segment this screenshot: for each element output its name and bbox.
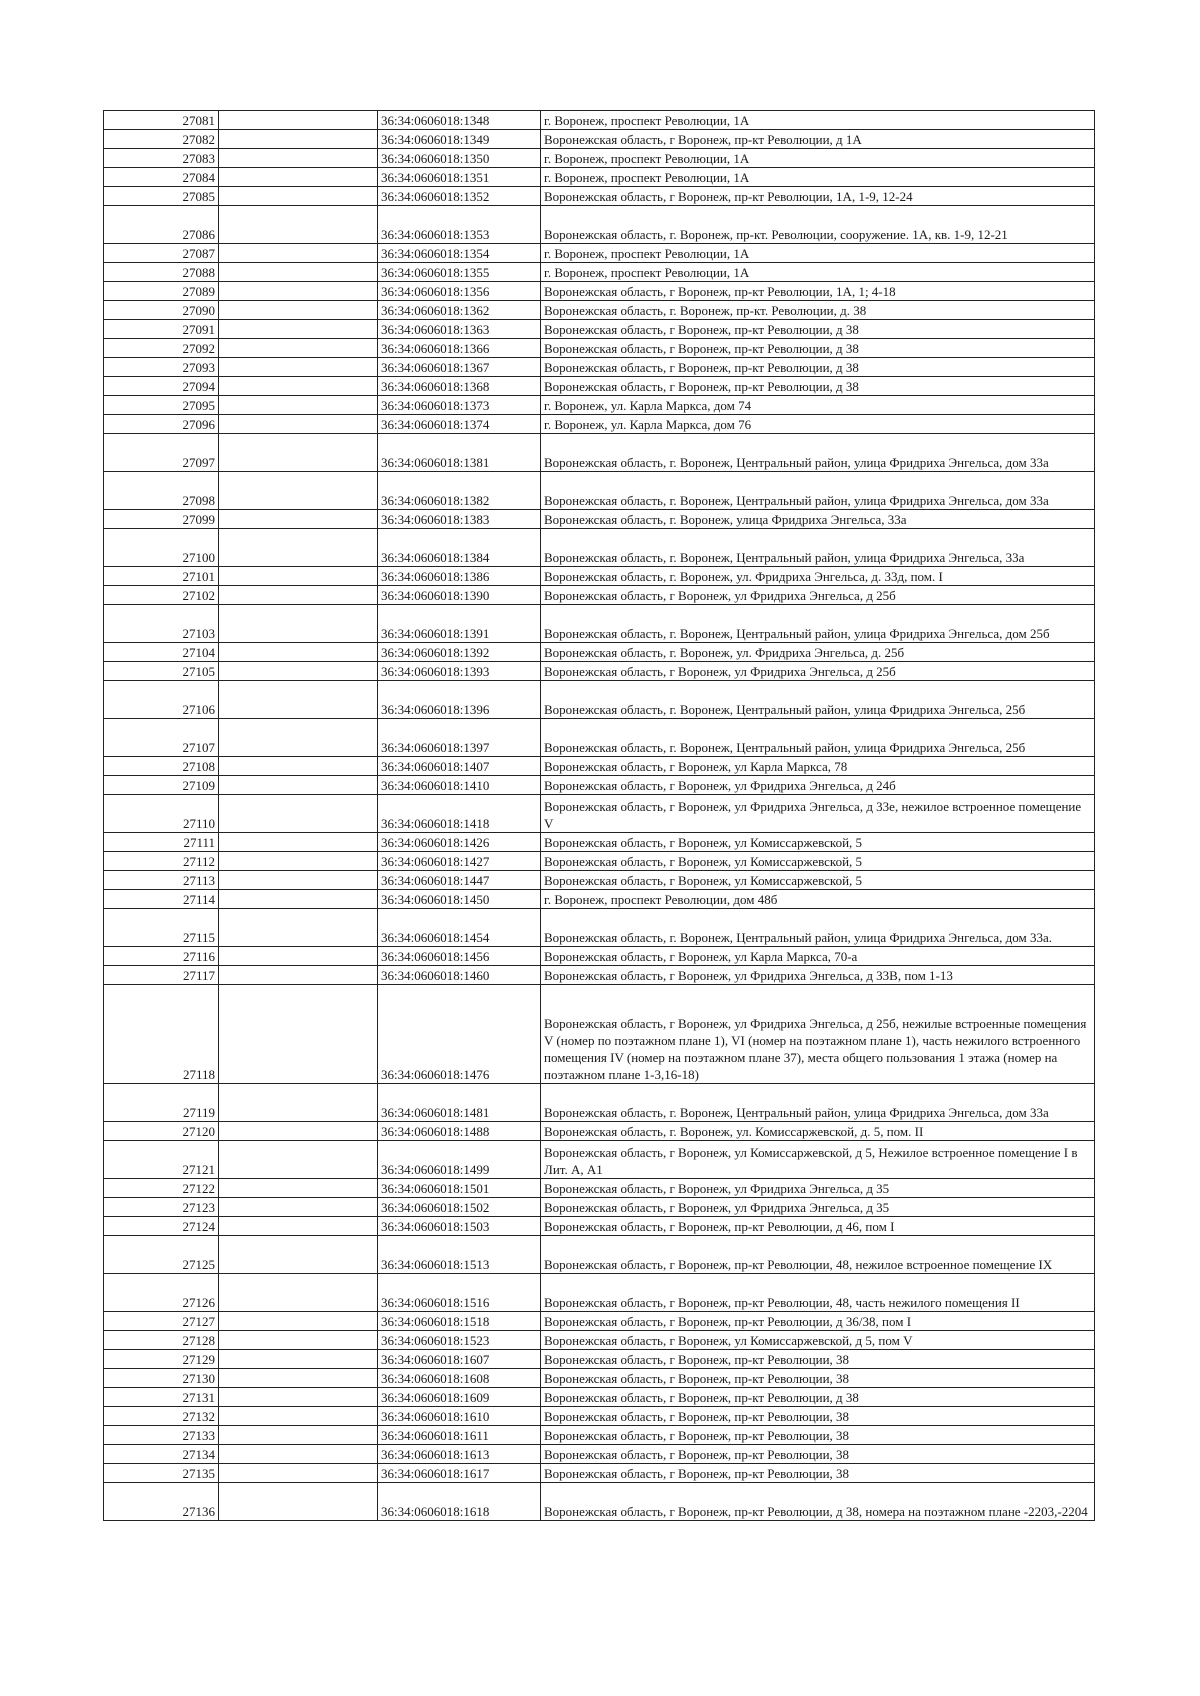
- cadastral-number: 36:34:0606018:1386: [378, 567, 541, 586]
- address: Воронежская область, г Воронеж, ул Фридриха Энгельса, д 25б, нежилые встроенные помещения V (номер по поэтажном плане 1), VI (номер на поэтажном плане 1), часть нежилого встроенного помещения IV (номер на поэтажном плане 37), места общего пользования 1 этажа (номер на поэтажном плане 1-3,16-18): [541, 985, 1095, 1084]
- table-row: [104, 301, 1095, 320]
- row-number: 27083: [104, 149, 219, 168]
- row-number: 27082: [104, 130, 219, 149]
- row-number: 27127: [104, 1312, 219, 1331]
- row-number: 27085: [104, 187, 219, 206]
- empty-cell: [219, 263, 378, 282]
- cadastral-number: 36:34:0606018:1374: [378, 415, 541, 434]
- empty-cell: [219, 1217, 378, 1236]
- address: Воронежская область, г Воронеж, ул Фридриха Энгельса, д 24б: [541, 776, 1095, 795]
- address: Воронежская область, г Воронеж, пр-кт Революции, д 38: [541, 377, 1095, 396]
- row-number: 27086: [104, 206, 219, 244]
- address: Воронежская область, г Воронеж, ул Фридриха Энгельса, д 33В, пом 1-13: [541, 966, 1095, 985]
- address: Воронежская область, г Воронеж, пр-кт Революции, д 38, номера на поэтажном плане -2203,-2204: [541, 1483, 1095, 1521]
- row-number: 27131: [104, 1388, 219, 1407]
- table-row: [104, 567, 1095, 586]
- cadastral-number: 36:34:0606018:1454: [378, 909, 541, 947]
- row-number: 27136: [104, 1483, 219, 1521]
- address: Воронежская область, г Воронеж, пр-кт Революции, д 38: [541, 339, 1095, 358]
- address: г. Воронеж, ул. Карла Маркса, дом 74: [541, 396, 1095, 415]
- table-row: [104, 206, 1095, 244]
- cadastral-number: 36:34:0606018:1348: [378, 111, 541, 130]
- cadastral-registry-table: [103, 110, 1095, 1521]
- row-number: 27113: [104, 871, 219, 890]
- cadastral-number: 36:34:0606018:1363: [378, 320, 541, 339]
- row-number: 27096: [104, 415, 219, 434]
- cadastral-number: 36:34:0606018:1362: [378, 301, 541, 320]
- row-number: 27091: [104, 320, 219, 339]
- cadastral-number: 36:34:0606018:1481: [378, 1084, 541, 1122]
- row-number: 27094: [104, 377, 219, 396]
- table-row: [104, 320, 1095, 339]
- empty-cell: [219, 662, 378, 681]
- table-row: [104, 985, 1095, 1084]
- table-row: [104, 681, 1095, 719]
- empty-cell: [219, 909, 378, 947]
- address: г. Воронеж, ул. Карла Маркса, дом 76: [541, 415, 1095, 434]
- empty-cell: [219, 415, 378, 434]
- empty-cell: [219, 890, 378, 909]
- empty-cell: [219, 947, 378, 966]
- row-number: 27126: [104, 1274, 219, 1312]
- address: Воронежская область, г Воронеж, ул Комиссаржевской, д 5, пом V: [541, 1331, 1095, 1350]
- table-row: [104, 434, 1095, 472]
- cadastral-number: 36:34:0606018:1355: [378, 263, 541, 282]
- empty-cell: [219, 1445, 378, 1464]
- address: Воронежская область, г Воронеж, пр-кт Революции, 38: [541, 1464, 1095, 1483]
- cadastral-number: 36:34:0606018:1396: [378, 681, 541, 719]
- table-row: [104, 1179, 1095, 1198]
- address: Воронежская область, г Воронеж, ул Фридриха Энгельса, д 33е, нежилое встроенное помещение V: [541, 795, 1095, 833]
- row-number: 27088: [104, 263, 219, 282]
- row-number: 27100: [104, 529, 219, 567]
- row-number: 27132: [104, 1407, 219, 1426]
- empty-cell: [219, 1179, 378, 1198]
- row-number: 27130: [104, 1369, 219, 1388]
- address: Воронежская область, г Воронеж, ул Фридриха Энгельса, д 35: [541, 1198, 1095, 1217]
- cadastral-number: 36:34:0606018:1608: [378, 1369, 541, 1388]
- address: Воронежская область, г Воронеж, ул Комиссаржевской, 5: [541, 871, 1095, 890]
- table-row: [104, 1445, 1095, 1464]
- empty-cell: [219, 472, 378, 510]
- address: Воронежская область, г. Воронеж, Центральный район, улица Фридриха Энгельса, 25б: [541, 719, 1095, 757]
- cadastral-number: 36:34:0606018:1373: [378, 396, 541, 415]
- row-number: 27090: [104, 301, 219, 320]
- row-number: 27128: [104, 1331, 219, 1350]
- row-number: 27093: [104, 358, 219, 377]
- row-number: 27104: [104, 643, 219, 662]
- address: Воронежская область, г. Воронеж, ул. Фридриха Энгельса, д. 33д, пом. I: [541, 567, 1095, 586]
- cadastral-number: 36:34:0606018:1393: [378, 662, 541, 681]
- address: г. Воронеж, проспект Революции, 1А: [541, 168, 1095, 187]
- table-row: [104, 1084, 1095, 1122]
- table-row: [104, 1141, 1095, 1179]
- empty-cell: [219, 149, 378, 168]
- cadastral-number: 36:34:0606018:1384: [378, 529, 541, 567]
- row-number: 27099: [104, 510, 219, 529]
- address: Воронежская область, г Воронеж, ул Фридриха Энгельса, д 25б: [541, 586, 1095, 605]
- row-number: 27117: [104, 966, 219, 985]
- empty-cell: [219, 396, 378, 415]
- table-row: [104, 871, 1095, 890]
- row-number: 27121: [104, 1141, 219, 1179]
- address: Воронежская область, г. Воронеж, Центральный район, улица Фридриха Энгельса, дом 33а: [541, 434, 1095, 472]
- cadastral-number: 36:34:0606018:1618: [378, 1483, 541, 1521]
- address: Воронежская область, г Воронеж, пр-кт Революции, 48, часть нежилого помещения II: [541, 1274, 1095, 1312]
- row-number: 27081: [104, 111, 219, 130]
- cadastral-number: 36:34:0606018:1611: [378, 1426, 541, 1445]
- row-number: 27084: [104, 168, 219, 187]
- cadastral-number: 36:34:0606018:1407: [378, 757, 541, 776]
- row-number: 27101: [104, 567, 219, 586]
- cadastral-number: 36:34:0606018:1350: [378, 149, 541, 168]
- address: Воронежская область, г Воронеж, ул Фридриха Энгельса, д 35: [541, 1179, 1095, 1198]
- empty-cell: [219, 1483, 378, 1521]
- cadastral-number: 36:34:0606018:1390: [378, 586, 541, 605]
- table-row: [104, 168, 1095, 187]
- address: Воронежская область, г Воронеж, ул Комиссаржевской, д 5, Нежилое встроенное помещение I в Лит. А, А1: [541, 1141, 1095, 1179]
- empty-cell: [219, 1274, 378, 1312]
- cadastral-number: 36:34:0606018:1460: [378, 966, 541, 985]
- row-number: 27133: [104, 1426, 219, 1445]
- table-row: [104, 605, 1095, 643]
- table-row: [104, 1312, 1095, 1331]
- address: Воронежская область, г Воронеж, ул Карла Маркса, 70-а: [541, 947, 1095, 966]
- empty-cell: [219, 168, 378, 187]
- row-number: 27107: [104, 719, 219, 757]
- cadastral-number: 36:34:0606018:1366: [378, 339, 541, 358]
- cadastral-number: 36:34:0606018:1367: [378, 358, 541, 377]
- cadastral-number: 36:34:0606018:1523: [378, 1331, 541, 1350]
- empty-cell: [219, 776, 378, 795]
- cadastral-number: 36:34:0606018:1501: [378, 1179, 541, 1198]
- table-row: [104, 510, 1095, 529]
- registry-table-body: [104, 111, 1095, 1521]
- empty-cell: [219, 1388, 378, 1407]
- row-number: 27089: [104, 282, 219, 301]
- address: Воронежская область, г Воронеж, пр-кт Революции, д 46, пом I: [541, 1217, 1095, 1236]
- empty-cell: [219, 567, 378, 586]
- cadastral-number: 36:34:0606018:1502: [378, 1198, 541, 1217]
- row-number: 27106: [104, 681, 219, 719]
- address: Воронежская область, г Воронеж, ул Карла Маркса, 78: [541, 757, 1095, 776]
- empty-cell: [219, 681, 378, 719]
- empty-cell: [219, 1236, 378, 1274]
- table-row: [104, 358, 1095, 377]
- address: Воронежская область, г. Воронеж, ул. Комиссаржевской, д. 5, пом. II: [541, 1122, 1095, 1141]
- table-row: [104, 890, 1095, 909]
- empty-cell: [219, 605, 378, 643]
- table-row: [104, 1331, 1095, 1350]
- address: Воронежская область, г Воронеж, пр-кт Революции, 38: [541, 1426, 1095, 1445]
- table-row: [104, 833, 1095, 852]
- row-number: 27110: [104, 795, 219, 833]
- address: Воронежская область, г Воронеж, пр-кт Революции, д 38: [541, 358, 1095, 377]
- address: Воронежская область, г Воронеж, ул Комиссаржевской, 5: [541, 852, 1095, 871]
- empty-cell: [219, 206, 378, 244]
- empty-cell: [219, 1464, 378, 1483]
- empty-cell: [219, 1331, 378, 1350]
- table-row: [104, 1407, 1095, 1426]
- address: Воронежская область, г. Воронеж, Центральный район, улица Фридриха Энгельса, 33а: [541, 529, 1095, 567]
- row-number: 27102: [104, 586, 219, 605]
- table-row: [104, 187, 1095, 206]
- address: Воронежская область, г Воронеж, ул Комиссаржевской, 5: [541, 833, 1095, 852]
- row-number: 27123: [104, 1198, 219, 1217]
- cadastral-number: 36:34:0606018:1499: [378, 1141, 541, 1179]
- table-row: [104, 1198, 1095, 1217]
- row-number: 27103: [104, 605, 219, 643]
- empty-cell: [219, 852, 378, 871]
- cadastral-number: 36:34:0606018:1427: [378, 852, 541, 871]
- table-row: [104, 1274, 1095, 1312]
- address: г. Воронеж, проспект Революции, дом 48б: [541, 890, 1095, 909]
- empty-cell: [219, 434, 378, 472]
- address: Воронежская область, г Воронеж, пр-кт Революции, д 36/38, пом I: [541, 1312, 1095, 1331]
- empty-cell: [219, 1312, 378, 1331]
- address: Воронежская область, г Воронеж, пр-кт Революции, 38: [541, 1350, 1095, 1369]
- row-number: 27114: [104, 890, 219, 909]
- table-row: [104, 130, 1095, 149]
- address: Воронежская область, г. Воронеж, Центральный район, улица Фридриха Энгельса, дом 33а: [541, 472, 1095, 510]
- empty-cell: [219, 377, 378, 396]
- row-number: 27129: [104, 1350, 219, 1369]
- cadastral-number: 36:34:0606018:1353: [378, 206, 541, 244]
- cadastral-number: 36:34:0606018:1607: [378, 1350, 541, 1369]
- table-row: [104, 415, 1095, 434]
- cadastral-number: 36:34:0606018:1617: [378, 1464, 541, 1483]
- address: Воронежская область, г Воронеж, пр-кт Революции, д 1А: [541, 130, 1095, 149]
- empty-cell: [219, 795, 378, 833]
- address: Воронежская область, г. Воронеж, пр-кт. Революции, д. 38: [541, 301, 1095, 320]
- table-row: [104, 643, 1095, 662]
- cadastral-number: 36:34:0606018:1426: [378, 833, 541, 852]
- row-number: 27112: [104, 852, 219, 871]
- cadastral-number: 36:34:0606018:1356: [378, 282, 541, 301]
- table-row: [104, 1388, 1095, 1407]
- table-row: [104, 1483, 1095, 1521]
- address: Воронежская область, г. Воронеж, улица Фридриха Энгельса, 33а: [541, 510, 1095, 529]
- empty-cell: [219, 586, 378, 605]
- address: г. Воронеж, проспект Революции, 1А: [541, 111, 1095, 130]
- empty-cell: [219, 1084, 378, 1122]
- row-number: 27097: [104, 434, 219, 472]
- table-row: [104, 1426, 1095, 1445]
- empty-cell: [219, 985, 378, 1084]
- row-number: 27115: [104, 909, 219, 947]
- table-row: [104, 909, 1095, 947]
- empty-cell: [219, 966, 378, 985]
- row-number: 27087: [104, 244, 219, 263]
- empty-cell: [219, 282, 378, 301]
- row-number: 27120: [104, 1122, 219, 1141]
- empty-cell: [219, 1122, 378, 1141]
- cadastral-number: 36:34:0606018:1368: [378, 377, 541, 396]
- address: Воронежская область, г. Воронеж, пр-кт. Революции, сооружение. 1А, кв. 1-9, 12-21: [541, 206, 1095, 244]
- empty-cell: [219, 757, 378, 776]
- row-number: 27125: [104, 1236, 219, 1274]
- row-number: 27118: [104, 985, 219, 1084]
- empty-cell: [219, 1426, 378, 1445]
- empty-cell: [219, 187, 378, 206]
- cadastral-number: 36:34:0606018:1410: [378, 776, 541, 795]
- row-number: 27108: [104, 757, 219, 776]
- empty-cell: [219, 1369, 378, 1388]
- cadastral-number: 36:34:0606018:1450: [378, 890, 541, 909]
- address: Воронежская область, г. Воронеж, Центральный район, улица Фридриха Энгельса, дом 25б: [541, 605, 1095, 643]
- cadastral-number: 36:34:0606018:1392: [378, 643, 541, 662]
- empty-cell: [219, 510, 378, 529]
- empty-cell: [219, 719, 378, 757]
- cadastral-number: 36:34:0606018:1354: [378, 244, 541, 263]
- row-number: 27119: [104, 1084, 219, 1122]
- row-number: 27092: [104, 339, 219, 358]
- table-row: [104, 282, 1095, 301]
- address: Воронежская область, г Воронеж, ул Фридриха Энгельса, д 25б: [541, 662, 1095, 681]
- empty-cell: [219, 244, 378, 263]
- empty-cell: [219, 643, 378, 662]
- cadastral-number: 36:34:0606018:1518: [378, 1312, 541, 1331]
- cadastral-number: 36:34:0606018:1351: [378, 168, 541, 187]
- empty-cell: [219, 1350, 378, 1369]
- empty-cell: [219, 111, 378, 130]
- empty-cell: [219, 320, 378, 339]
- table-row: [104, 852, 1095, 871]
- table-row: [104, 776, 1095, 795]
- table-row: [104, 149, 1095, 168]
- cadastral-number: 36:34:0606018:1382: [378, 472, 541, 510]
- row-number: 27109: [104, 776, 219, 795]
- table-row: [104, 795, 1095, 833]
- cadastral-number: 36:34:0606018:1349: [378, 130, 541, 149]
- cadastral-number: 36:34:0606018:1488: [378, 1122, 541, 1141]
- row-number: 27134: [104, 1445, 219, 1464]
- table-row: [104, 757, 1095, 776]
- empty-cell: [219, 1198, 378, 1217]
- empty-cell: [219, 529, 378, 567]
- cadastral-number: 36:34:0606018:1381: [378, 434, 541, 472]
- address: Воронежская область, г. Воронеж, Центральный район, улица Фридриха Энгельса, дом 33а: [541, 1084, 1095, 1122]
- address: Воронежская область, г. Воронеж, Центральный район, улица Фридриха Энгельса, дом 33а.: [541, 909, 1095, 947]
- cadastral-number: 36:34:0606018:1397: [378, 719, 541, 757]
- address: Воронежская область, г Воронеж, пр-кт Революции, 48, нежилое встроенное помещение IX: [541, 1236, 1095, 1274]
- row-number: 27105: [104, 662, 219, 681]
- table-row: [104, 244, 1095, 263]
- cadastral-number: 36:34:0606018:1447: [378, 871, 541, 890]
- empty-cell: [219, 358, 378, 377]
- cadastral-number: 36:34:0606018:1609: [378, 1388, 541, 1407]
- address: Воронежская область, г Воронеж, пр-кт Революции, 38: [541, 1407, 1095, 1426]
- row-number: 27111: [104, 833, 219, 852]
- address: г. Воронеж, проспект Революции, 1А: [541, 149, 1095, 168]
- cadastral-number: 36:34:0606018:1383: [378, 510, 541, 529]
- address: Воронежская область, г Воронеж, пр-кт Революции, 1А, 1-9, 12-24: [541, 187, 1095, 206]
- cadastral-number: 36:34:0606018:1456: [378, 947, 541, 966]
- empty-cell: [219, 1407, 378, 1426]
- table-row: [104, 472, 1095, 510]
- row-number: 27098: [104, 472, 219, 510]
- table-row: [104, 529, 1095, 567]
- address: Воронежская область, г Воронеж, пр-кт Революции, 38: [541, 1369, 1095, 1388]
- table-row: [104, 339, 1095, 358]
- cadastral-number: 36:34:0606018:1352: [378, 187, 541, 206]
- address: Воронежская область, г Воронеж, пр-кт Революции, д 38: [541, 1388, 1095, 1407]
- row-number: 27122: [104, 1179, 219, 1198]
- table-row: [104, 1369, 1095, 1388]
- table-row: [104, 1122, 1095, 1141]
- cadastral-number: 36:34:0606018:1503: [378, 1217, 541, 1236]
- row-number: 27124: [104, 1217, 219, 1236]
- row-number: 27135: [104, 1464, 219, 1483]
- cadastral-number: 36:34:0606018:1513: [378, 1236, 541, 1274]
- address: Воронежская область, г Воронеж, пр-кт Революции, 38: [541, 1445, 1095, 1464]
- cadastral-number: 36:34:0606018:1610: [378, 1407, 541, 1426]
- empty-cell: [219, 1141, 378, 1179]
- empty-cell: [219, 833, 378, 852]
- table-row: [104, 1464, 1095, 1483]
- address: Воронежская область, г Воронеж, пр-кт Революции, 1А, 1; 4-18: [541, 282, 1095, 301]
- cadastral-number: 36:34:0606018:1391: [378, 605, 541, 643]
- cadastral-number: 36:34:0606018:1476: [378, 985, 541, 1084]
- table-row: [104, 396, 1095, 415]
- row-number: 27095: [104, 396, 219, 415]
- address: г. Воронеж, проспект Революции, 1А: [541, 263, 1095, 282]
- table-row: [104, 111, 1095, 130]
- table-row: [104, 1217, 1095, 1236]
- empty-cell: [219, 871, 378, 890]
- table-row: [104, 263, 1095, 282]
- address: Воронежская область, г. Воронеж, Центральный район, улица Фридриха Энгельса, 25б: [541, 681, 1095, 719]
- table-row: [104, 662, 1095, 681]
- address: Воронежская область, г. Воронеж, ул. Фридриха Энгельса, д. 25б: [541, 643, 1095, 662]
- address: Воронежская область, г Воронеж, пр-кт Революции, д 38: [541, 320, 1095, 339]
- table-row: [104, 947, 1095, 966]
- table-row: [104, 1350, 1095, 1369]
- table-row: [104, 586, 1095, 605]
- address: г. Воронеж, проспект Революции, 1А: [541, 244, 1095, 263]
- empty-cell: [219, 301, 378, 320]
- row-number: 27116: [104, 947, 219, 966]
- cadastral-number: 36:34:0606018:1516: [378, 1274, 541, 1312]
- table-row: [104, 719, 1095, 757]
- table-row: [104, 966, 1095, 985]
- cadastral-number: 36:34:0606018:1613: [378, 1445, 541, 1464]
- table-row: [104, 1236, 1095, 1274]
- cadastral-number: 36:34:0606018:1418: [378, 795, 541, 833]
- empty-cell: [219, 130, 378, 149]
- table-row: [104, 377, 1095, 396]
- empty-cell: [219, 339, 378, 358]
